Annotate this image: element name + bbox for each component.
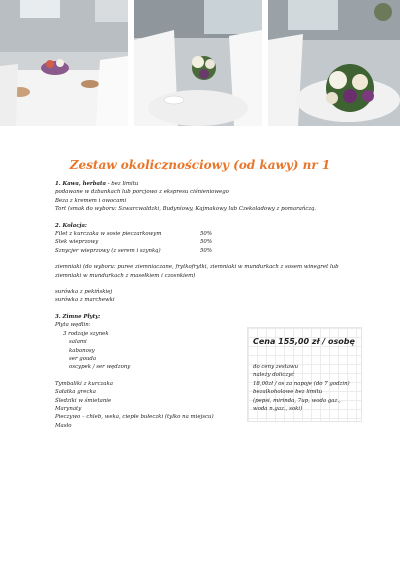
banquet-table-photo [0, 0, 128, 126]
cold-item: Masło [55, 422, 72, 429]
dinner-item: Filet z kurczaka w sosie pieczarkowym 50% [55, 231, 212, 238]
dinner-item: Sznycjer wieprzowy (z serem i szynką) 50% [55, 247, 212, 254]
potato-note: ziemniaki w mundurkach z masełkiem i czosnkiem) [55, 272, 196, 279]
coffee-line: Tort (smak do wyboru: Szwarcwaldzki, Budyniowy, Kajmakowy lub Czekoladowy z pomarańczą. [55, 206, 317, 213]
section-heading-coffee: 1. Kawa, herbata [55, 181, 107, 187]
coffee-line: podawane w dzbankach lub porcjowo z ekspresu ciśnieniowego [55, 189, 229, 196]
potato-note: ziemniaki (do wyboru: puree ziemniaczane, frytkofrytki, ziemniaki w mundurkach z sosem winegret lub [55, 264, 339, 271]
price-note: 18,00zł / os za napoje (do 7 godzin) [253, 380, 350, 387]
cold-item: Pieczywo – chleb, weka, ciepłe bułeczki (tylko na miejscu) [55, 414, 214, 421]
price-note: woda n.gaz., soki) [253, 406, 303, 413]
price-per-person: Cena 155,00 zł / osobę [253, 337, 355, 346]
platter-item: kabanosy [69, 347, 95, 354]
platter-item: 3 rodzaje szynek [63, 330, 109, 337]
chairs-flowers-photo [134, 0, 262, 126]
cold-item: Śledziki w śmietanie [55, 397, 112, 404]
cold-item: Sałatka grecka [55, 389, 96, 396]
price-note: (pepsi, mirinda, 7up, woda gaz., [253, 397, 341, 404]
photo-strip [0, 0, 400, 126]
price-note: do ceny zestawu [253, 364, 299, 370]
section-heading-cold: 3. Zimne Płyty: [55, 313, 101, 320]
price-notes [253, 363, 361, 413]
price-note: należy doliczyć [253, 372, 295, 379]
salad-item: surówka z pekińskiej [55, 289, 113, 296]
price-note: bezalkoholowe bez limitu [253, 389, 323, 396]
salad-item: surówka z marchewki [55, 297, 115, 304]
centerpiece-photo [268, 0, 400, 126]
section-coffee: 1. Kawa, herbata - bez limitu [55, 181, 139, 187]
platter-label: Płyta wędlin: [55, 322, 91, 329]
platter-item: oscypek / ser wędzony [69, 364, 131, 371]
cold-item: Tymbaliki z kurczaka [55, 380, 113, 387]
platter-item: ser gouda [69, 355, 97, 362]
price-box [247, 327, 362, 422]
dinner-item: Stek wieprzowy 50% [55, 239, 212, 246]
platter-item: salami [69, 339, 87, 346]
section-heading-dinner: 2. Kolacja: [55, 222, 87, 229]
offer-title: Zestaw okolicznościowy (od kawy) nr 1 [69, 158, 331, 172]
coffee-line: Beza z kremem i owocami [55, 197, 127, 204]
cold-item: Marynaty [55, 405, 82, 412]
